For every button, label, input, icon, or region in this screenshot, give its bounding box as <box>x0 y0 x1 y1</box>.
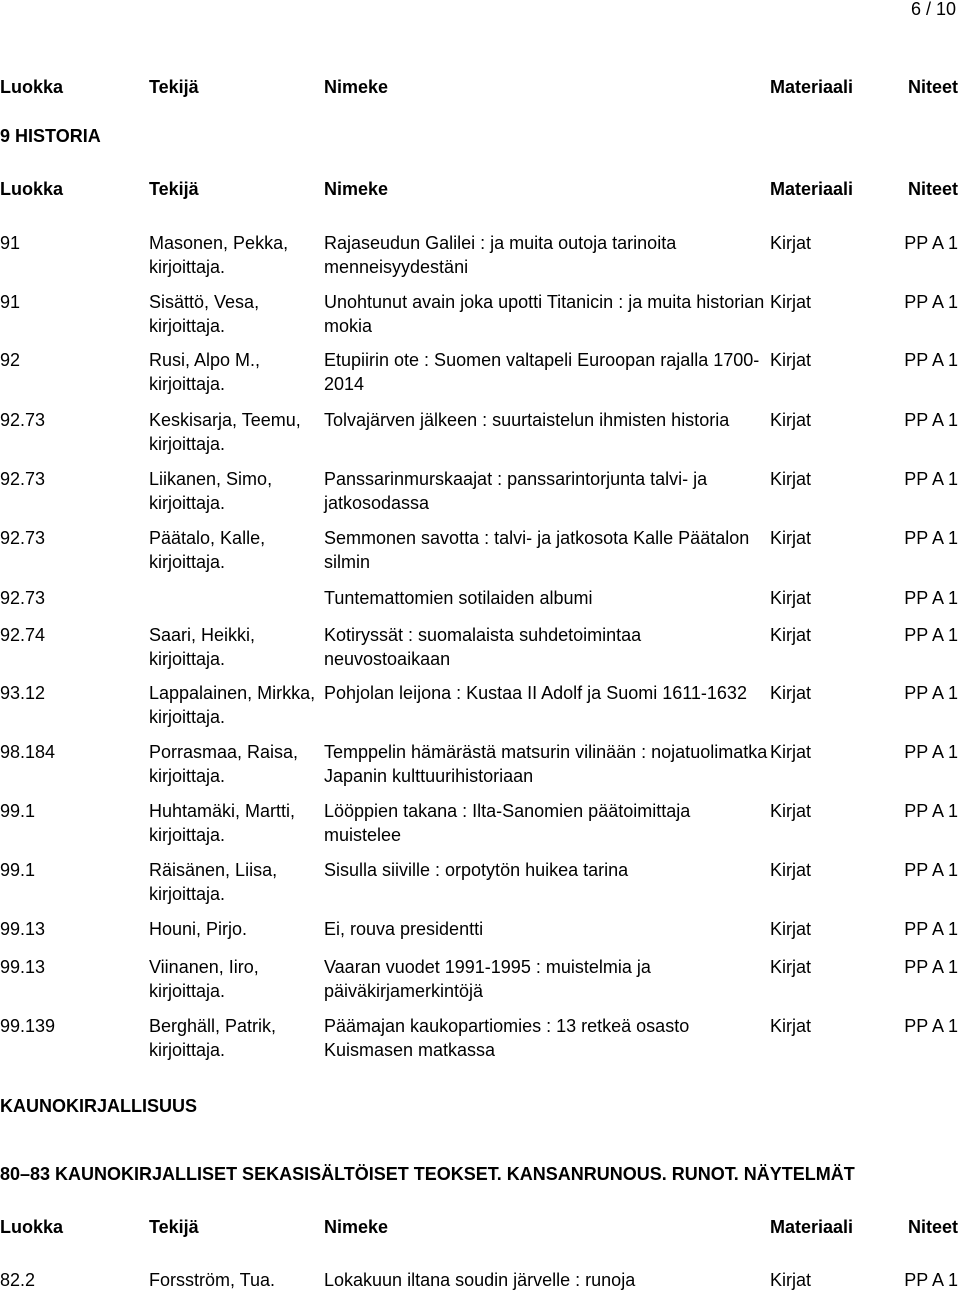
cell-materiaali: Kirjat <box>770 1016 812 1036</box>
header-tekija: Tekijä <box>149 1217 199 1237</box>
cell-materiaali: Kirjat <box>770 919 812 939</box>
cell-materiaali: Kirjat <box>770 957 812 977</box>
cell-materiaali: Kirjat <box>770 469 812 489</box>
cell-tekija: Rusi, Alpo M., kirjoittaja. <box>149 350 261 394</box>
cell-niteet: PP A 1 <box>904 742 958 762</box>
cell-niteet: PP A 1 <box>904 1016 958 1036</box>
cell-nimeke: Sisulla siiville : orpotytön huikea tarina <box>324 860 629 880</box>
header-nimeke: Nimeke <box>324 77 389 97</box>
cell-luokka: 92 <box>0 350 21 370</box>
column-header-row <box>0 1215 960 1239</box>
header-nimeke: Nimeke <box>324 179 389 199</box>
cell-niteet: PP A 1 <box>904 683 958 703</box>
cell-materiaali: Kirjat <box>770 588 812 608</box>
cell-luokka: 92.73 <box>0 588 46 608</box>
cell-nimeke: Ei, rouva presidentti <box>324 919 484 939</box>
cell-luokka: 99.1 <box>0 801 36 821</box>
cell-tekija: Berghäll, Patrik, kirjoittaja. <box>149 1016 277 1060</box>
cell-tekija: Huhtamäki, Martti, kirjoittaja. <box>149 801 296 845</box>
cell-materiaali: Kirjat <box>770 625 812 645</box>
cell-tekija: Liikanen, Simo, kirjoittaja. <box>149 469 273 513</box>
cell-niteet: PP A 1 <box>904 233 958 253</box>
cell-niteet: PP A 1 <box>904 625 958 645</box>
cell-tekija: Viinanen, Iiro, kirjoittaja. <box>149 957 259 1001</box>
cell-luokka: 99.139 <box>0 1016 56 1036</box>
cell-luokka: 91 <box>0 292 21 312</box>
cell-materiaali: Kirjat <box>770 350 812 370</box>
cell-tekija: Masonen, Pekka, kirjoittaja. <box>149 233 289 277</box>
cell-nimeke: Tolvajärven jälkeen : suurtaistelun ihmisten historia <box>324 410 730 430</box>
cell-nimeke: Vaaran vuodet 1991-1995 : muistelmia ja päiväkirjamerkintöjä <box>324 957 651 1001</box>
header-nimeke: Nimeke <box>324 1217 389 1237</box>
cell-tekija: Porrasmaa, Raisa, kirjoittaja. <box>149 742 299 786</box>
header-materiaali: Materiaali <box>770 1217 854 1237</box>
subsection-title: 80–83 KAUNOKIRJALLISET SEKASISÄLTÖISET TEOKSET. KANSANRUNOUS. RUNOT. NÄYTELMÄT <box>0 1164 855 1184</box>
header-tekija: Tekijä <box>149 77 199 97</box>
cell-luokka: 92.74 <box>0 625 46 645</box>
cell-nimeke: Kotiryssät : suomalaista suhdetoimintaa neuvostoaikaan <box>324 625 642 669</box>
cell-niteet: PP A 1 <box>904 919 958 939</box>
section-title: KAUNOKIRJALLISUUS <box>0 1096 198 1116</box>
cell-niteet: PP A 1 <box>904 801 958 821</box>
cell-tekija: Lappalainen, Mirkka, kirjoittaja. <box>149 683 316 727</box>
header-niteet: Niteet <box>907 1217 958 1237</box>
cell-nimeke: Rajaseudun Galilei : ja muita outoja tarinoita menneisyydestäni <box>324 233 677 277</box>
cell-materiaali: Kirjat <box>770 860 812 880</box>
cell-materiaali: Kirjat <box>770 1270 812 1290</box>
cell-nimeke: Päämajan kaukopartiomies : 13 retkeä osasto Kuismasen matkassa <box>324 1016 690 1060</box>
cell-niteet: PP A 1 <box>904 410 958 430</box>
cell-tekija: Forsström, Tua. <box>149 1270 276 1290</box>
cell-luokka: 92.73 <box>0 528 46 548</box>
cell-nimeke: Panssarinmurskaajat : panssarintorjunta talvi- ja jatkosodassa <box>324 469 708 513</box>
cell-niteet: PP A 1 <box>904 350 958 370</box>
cell-luokka: 99.1 <box>0 860 36 880</box>
header-luokka: Luokka <box>0 77 64 97</box>
header-luokka: Luokka <box>0 1217 64 1237</box>
cell-nimeke: Semmonen savotta : talvi- ja jatkosota Kalle Päätalon silmin <box>324 528 750 572</box>
column-header-row <box>0 75 960 99</box>
header-niteet: Niteet <box>907 179 958 199</box>
cell-niteet: PP A 1 <box>904 957 958 977</box>
cell-nimeke: Etupiirin ote : Suomen valtapeli Euroopan rajalla 1700-2014 <box>324 350 760 394</box>
cell-materiaali: Kirjat <box>770 801 812 821</box>
cell-niteet: PP A 1 <box>904 860 958 880</box>
cell-luokka: 82.2 <box>0 1270 36 1290</box>
cell-materiaali: Kirjat <box>770 683 812 703</box>
cell-nimeke: Pohjolan leijona : Kustaa II Adolf ja Suomi 1611-1632 <box>324 683 747 703</box>
cell-nimeke: Tuntemattomien sotilaiden albumi <box>324 588 593 608</box>
cell-niteet: PP A 1 <box>904 292 958 312</box>
header-materiaali: Materiaali <box>770 77 854 97</box>
cell-luokka: 91 <box>0 233 21 253</box>
cell-luokka: 98.184 <box>0 742 56 762</box>
cell-nimeke: Lokakuun iltana soudin järvelle : runoja <box>324 1270 636 1290</box>
cell-luokka: 92.73 <box>0 410 46 430</box>
cell-luokka: 93.12 <box>0 683 46 703</box>
cell-luokka: 99.13 <box>0 957 46 977</box>
cell-tekija: Sisättö, Vesa, kirjoittaja. <box>149 292 260 336</box>
cell-materiaali: Kirjat <box>770 528 812 548</box>
cell-niteet: PP A 1 <box>904 588 958 608</box>
cell-nimeke: Lööppien takana : Ilta-Sanomien päätoimittaja muistelee <box>324 801 691 845</box>
cell-niteet: PP A 1 <box>904 1270 958 1290</box>
column-header-row <box>0 177 960 201</box>
cell-niteet: PP A 1 <box>904 528 958 548</box>
cell-luokka: 99.13 <box>0 919 46 939</box>
page-number: 6 / 10 <box>910 0 956 19</box>
cell-luokka: 92.73 <box>0 469 46 489</box>
cell-tekija: Päätalo, Kalle, kirjoittaja. <box>149 528 266 572</box>
cell-materiaali: Kirjat <box>770 410 812 430</box>
cell-nimeke: Temppelin hämärästä matsurin vilinään : nojatuolimatka Japanin kulttuurihistoriaan <box>324 742 768 786</box>
header-niteet: Niteet <box>907 77 958 97</box>
cell-materiaali: Kirjat <box>770 233 812 253</box>
header-luokka: Luokka <box>0 179 64 199</box>
cell-tekija: Räisänen, Liisa, kirjoittaja. <box>149 860 278 904</box>
cell-materiaali: Kirjat <box>770 742 812 762</box>
cell-niteet: PP A 1 <box>904 469 958 489</box>
cell-nimeke: Unohtunut avain joka upotti Titanicin : ja muita historian mokia <box>324 292 765 336</box>
cell-tekija: Houni, Pirjo. <box>149 919 248 939</box>
section-title: 9 HISTORIA <box>0 126 101 146</box>
header-tekija: Tekijä <box>149 179 199 199</box>
cell-tekija: Saari, Heikki, kirjoittaja. <box>149 625 256 669</box>
cell-tekija: Keskisarja, Teemu, kirjoittaja. <box>149 410 301 454</box>
header-materiaali: Materiaali <box>770 179 854 199</box>
cell-materiaali: Kirjat <box>770 292 812 312</box>
